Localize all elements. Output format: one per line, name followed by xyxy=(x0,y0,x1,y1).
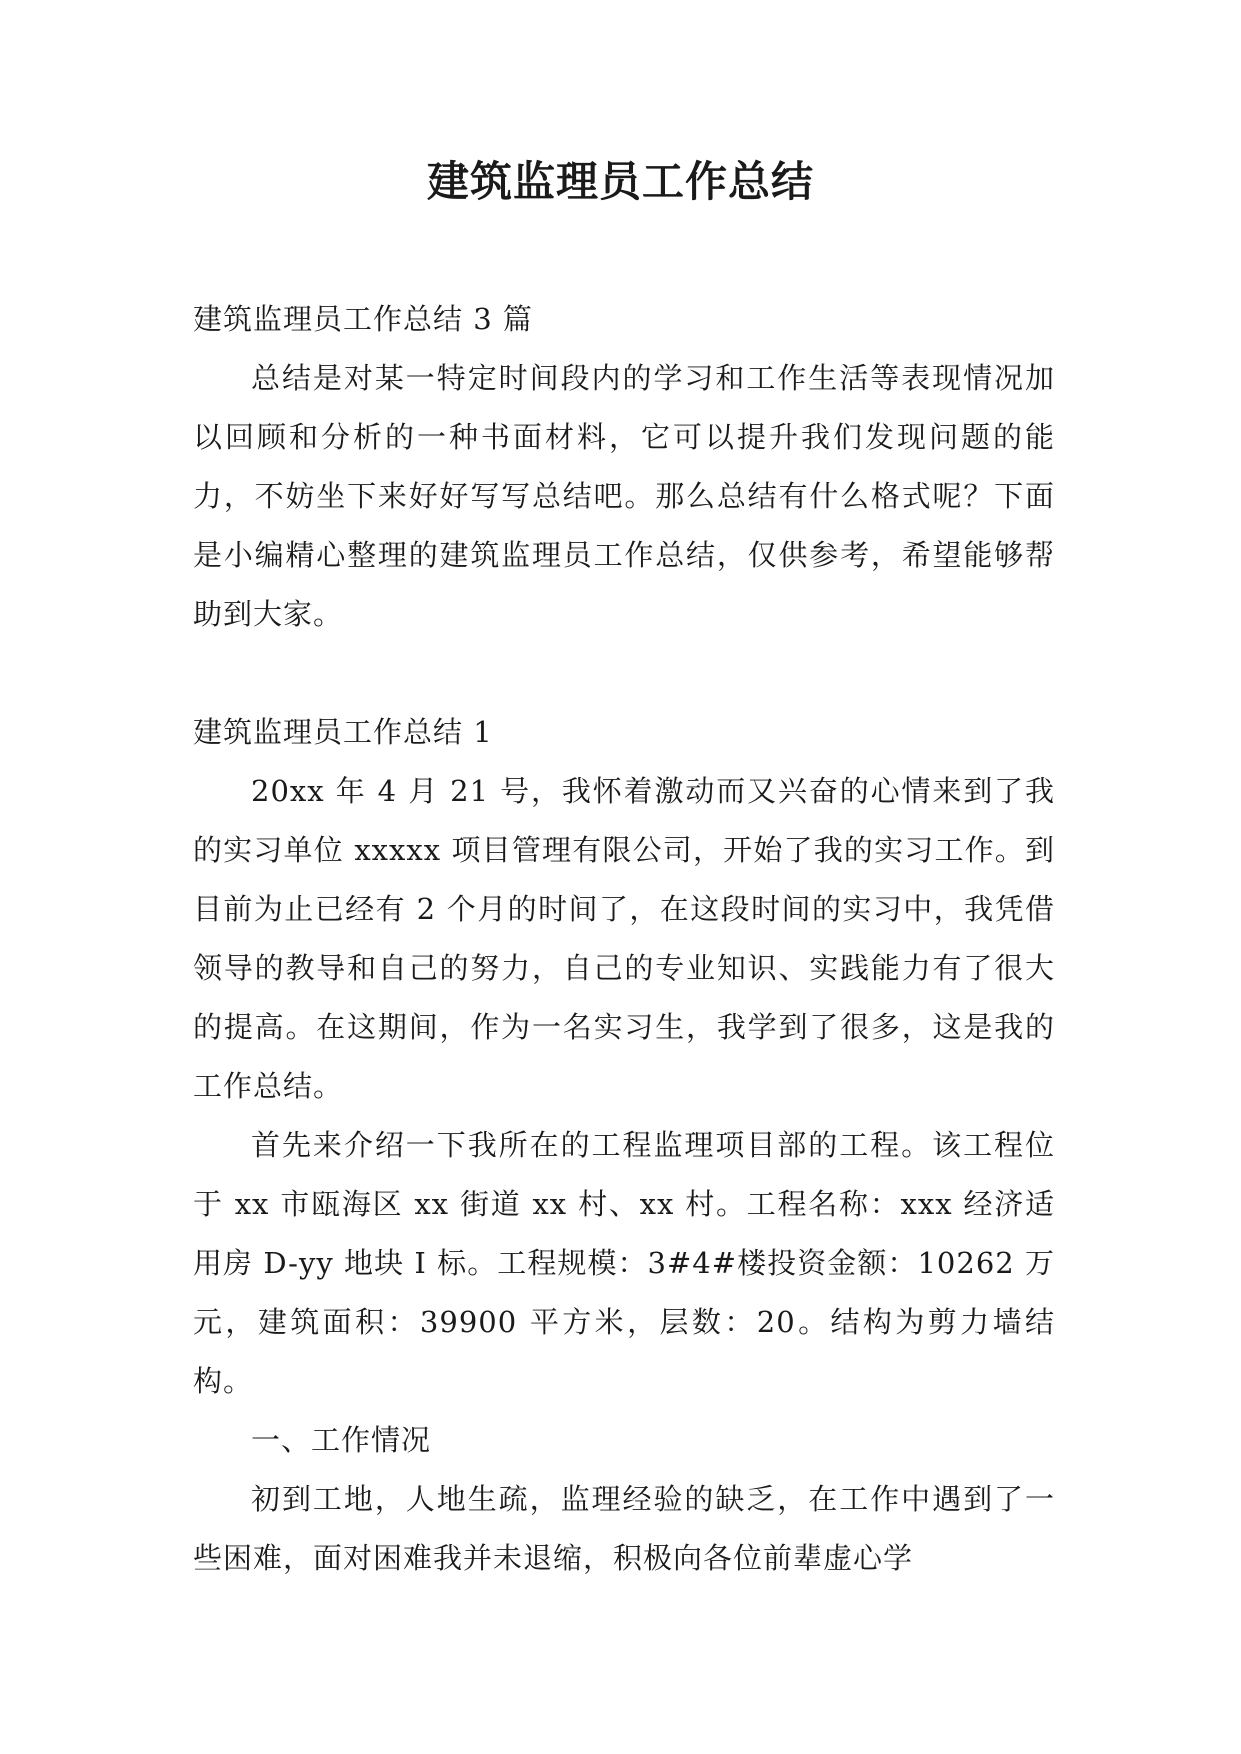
section-heading: 建筑监理员工作总结 1 xyxy=(193,715,493,749)
document-body xyxy=(193,290,1055,1588)
subsection-heading: 一、工作情况 xyxy=(251,1423,432,1457)
body-paragraph-work: 初到工地，人地生疏，监理经验的缺乏，在工作中遇到了一些困难，面对困难我并未退缩，积极向各位前辈虚心学 xyxy=(193,1482,1055,1575)
body-paragraph-project: 首先来介绍一下我所在的工程监理项目部的工程。该工程位于 xx 市瓯海区 xx 街道 xx 村、xx 村。工程名称：xxx 经济适用房 D-yy 地块 I 标。工程规模：3#4#楼投资金额：10262 万元，建筑面积：39900 平方米，层数：20。结构为剪力墙结构。 xyxy=(193,1128,1055,1398)
intro-paragraph: 总结是对某一特定时间段内的学习和工作生活等表现情况加以回顾和分析的一种书面材料，它可以提升我们发现问题的能力，不妨坐下来好好写写总结吧。那么总结有什么格式呢？下面是小编精心整理的建筑监理员工作总结，仅供参考，希望能够帮助到大家。 xyxy=(193,361,1055,631)
section-gap xyxy=(193,644,1055,703)
document-title: 建筑监理员工作总结 xyxy=(426,157,814,206)
collection-heading: 建筑监理员工作总结 3 篇 xyxy=(193,302,533,336)
body-paragraph-internship: 20xx 年 4 月 21 号，我怀着激动而又兴奋的心情来到了我的实习单位 xxxxx 项目管理有限公司，开始了我的实习工作。到目前为止已经有 2 个月的时间了，在这段时间的实习中，我凭借领导的教导和自己的努力，自己的专业知识、实践能力有了很大的提高。在这期间，作为一名实习生，我学到了很多，这是我的工作总结。 xyxy=(193,774,1055,1103)
